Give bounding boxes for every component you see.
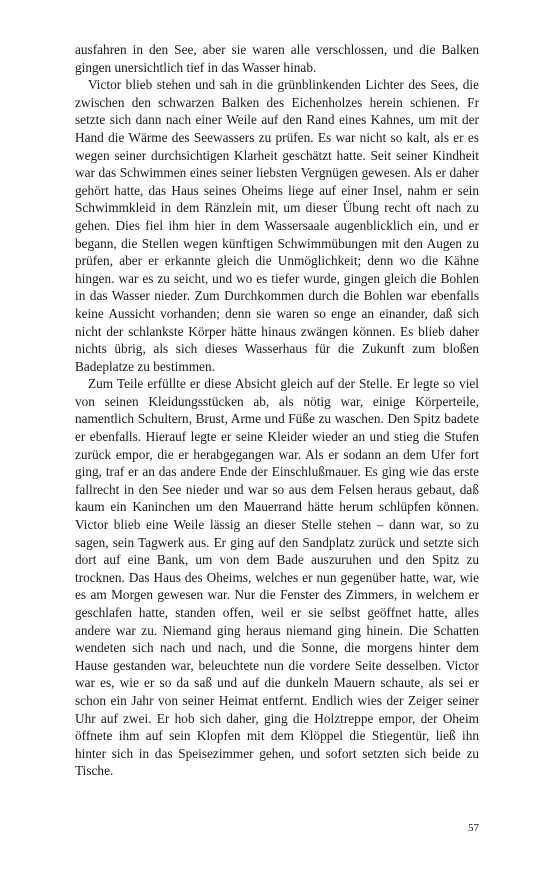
page-number: 57 [468,822,479,834]
paragraph-bathing-and-return: Zum Teile erfüllte er diese Absicht gleich auf der Stelle. Er legte so viel von seinen Kleidungsstücken ab, als nötig war, einige Körperteile, namentlich Schultern, Brust, Arme und Füße zu waschen. Den Spitz badete er ebenfalls. Hierauf legte er seine Kleider wieder an und stieg die Stufen zurück empor, die er herabgegangen war. Als er sodann an dem Ufer fort ging, traf er an das andere Ende der Einschlußmauer. Es ging wie das erste fallrecht in den See nieder und war so aus dem Felsen heraus gebaut, daß kaum ein Kaninchen um den Mauerrand hätte herum schlüpfen können. Victor blieb eine Weile lässig an dieser Stelle stehen – dann war, so zu sagen, sein Tagwerk aus. Er ging auf den Sandplatz zurück und setzte sich dort auf eine Bank, um von dem Bade auszuruhen und den Spitz zu trocknen. Das Haus des Oheims, welches er nun gegenüber hatte, war, wie es am Morgen gewesen war. Nur die Fenster des Zimmers, in welchem er geschlafen hatte, standen offen, weil er sie selbst geöffnet hatte, alles andere war zu. Niemand ging heraus niemand ging hinein. Die Schatten wendeten sich nach und nach, und die Sonne, die morgens hinter dem Hause gestanden war, beleuchtete nun die vordere Seite desselben. Victor war es, wie er so da saß und auf die dunkeln Mauern schaute, als sei er schon ein Jahr von seiner Heimat entfernt. Endlich wies der Zeiger seiner Uhr auf zwei. Er hob sich daher, ging die Holztreppe empor, der Oheim öffnete ihm auf sein Klopfen mit dem Klöppel die Stiegentür, ließ ihn hinter sich in das Speisezimmer gehen, und sofort setzten sich beide zu Tische. [75,376,479,779]
body-text [75,41,479,780]
paragraph-victor-at-boathouse: Victor blieb stehen und sah in die grünblinkenden Lichter des Sees, die zwischen den schwarzen Balken des Eichenholzes herein schienen. Fr setzte sich dann nach einer Weile auf den Rand eines Kahnes, um mit der Hand die Wärme des Seewassers zu prüfen. Es war nicht so kalt, als er es wegen seiner durchsichtigen Klarheit geschätzt hatte. Seit seiner Kindheit war das Schwimmen eines seiner liebsten Vergnügen gewesen. Als er daher gehört hatte, das Haus seines Oheims liege auf einer Insel, nahm er sein Schwimmkleid in dem Ränzlein mit, um dieser Übung recht oft nach zu gehen. Dies fiel ihm hier in dem Wassersaale augenblicklich ein, und er begann, die Stellen wegen künftigen Schwimmübungen mit den Augen zu prüfen, aber er erkannte gleich die Unmöglichkeit; denn wo die Kähne hingen. war es zu seicht, und wo es tiefer wurde, gingen gleich die Bohlen in das Wasser nieder. Zum Durchkommen durch die Bohlen war ebenfalls keine Aussicht vorhanden; denn sie waren so enge an einander, daß sich nicht der schlankste Körper hätte hinaus zwängen können. Es blieb daher nichts übrig, als sich dieses Wasserhaus für die Zukunft zum bloßen Badeplatze zu bestimmen. [75,77,479,374]
paragraph-continuation: ausfahren in den See, aber sie waren alle verschlossen, und die Balken gingen unersichtlich tief in das Wasser hinab. [75,42,479,75]
